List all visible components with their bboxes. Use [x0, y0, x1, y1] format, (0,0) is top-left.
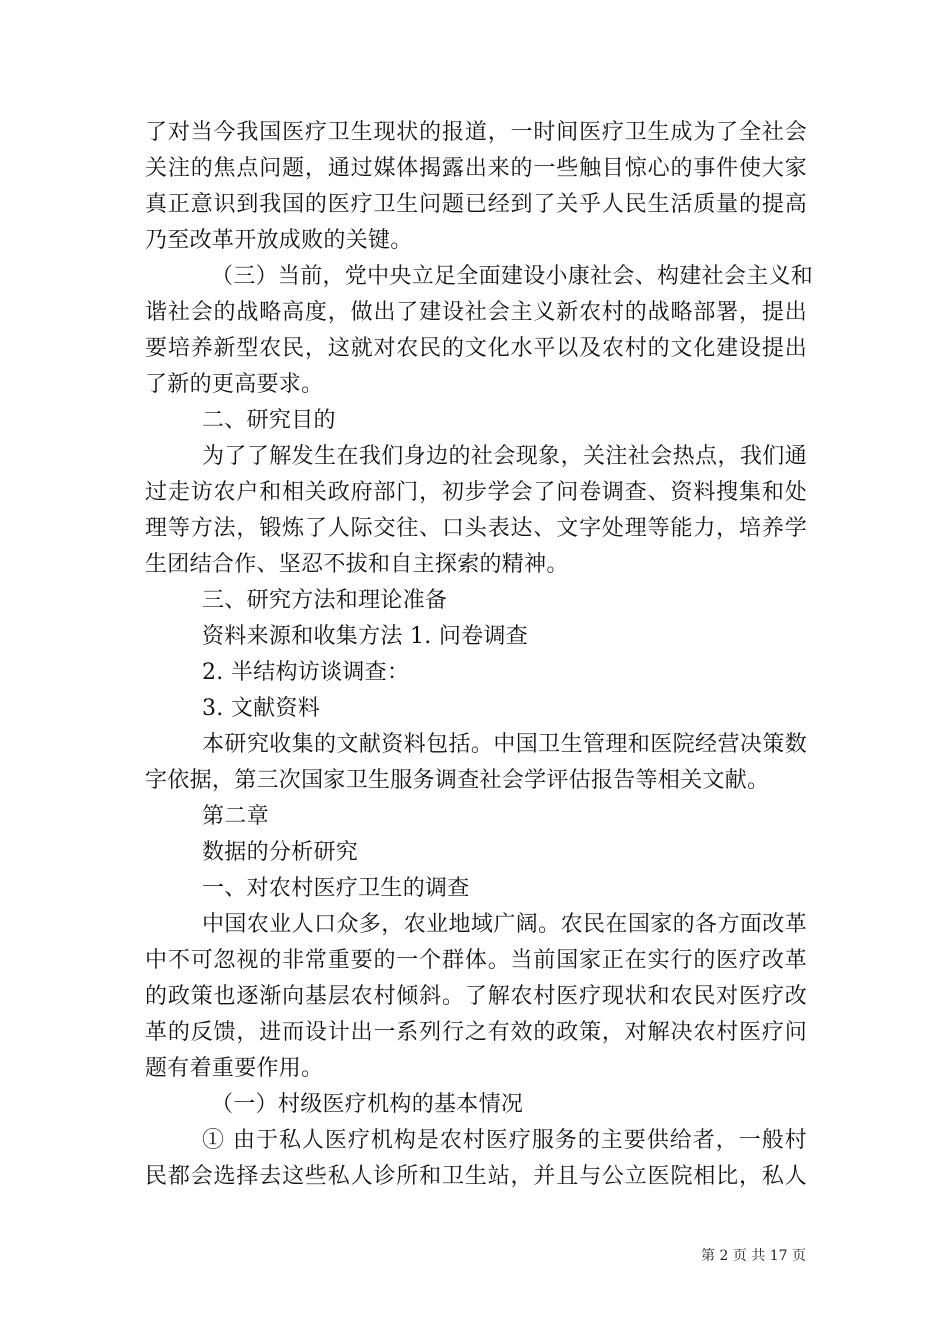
- text-line: 资料来源和收集方法 1. 问卷调查: [202, 624, 529, 649]
- text-line: 民都会选择去这些私人诊所和卫生站，并且与公立医院相比，私人: [145, 1164, 807, 1189]
- text-line: 生团结合作、坚忍不拔和自主探索的精神。: [145, 552, 569, 577]
- text-line: 乃至改革开放成败的关键。: [145, 228, 413, 253]
- section-heading: 二、研究目的: [202, 408, 336, 433]
- text-line: 中国农业人口众多，农业地域广阔。农民在国家的各方面改革: [202, 912, 807, 937]
- text-line: 革的反馈，进而设计出一系列行之有效的政策，对解决农村医疗问: [145, 1020, 807, 1045]
- text-line: 真正意识到我国的医疗卫生问题已经到了关乎人民生活质量的提高: [145, 192, 807, 217]
- text-line: ① 由于私人医疗机构是农村医疗服务的主要供给者，一般村: [202, 1128, 807, 1153]
- text-line: 理等方法，锻炼了人际交往、口头表达、文字处理等能力，培养学: [145, 516, 807, 541]
- text-line: 要培养新型农民，这就对农民的文化水平以及农村的文化建设提出: [145, 336, 807, 361]
- text-line: 本研究收集的文献资料包括。中国卫生管理和医院经营决策数: [202, 732, 807, 757]
- chapter-title: 数据的分析研究: [202, 840, 359, 865]
- text-line: 3. 文献资料: [202, 696, 321, 721]
- section-heading: 一、对农村医疗卫生的调查: [202, 876, 470, 901]
- text-line: 题有着重要作用。: [145, 1056, 324, 1081]
- text-line: 关注的焦点问题，通过媒体揭露出来的一些触目惊心的事件使大家: [145, 156, 807, 181]
- text-line: （三）当前，党中央立足全面建设小康社会、构建社会主义和: [211, 264, 814, 289]
- chapter-heading: 第二章: [202, 804, 269, 829]
- text-line: 的政策也逐渐向基层农村倾斜。了解农村医疗现状和农民对医疗改: [145, 984, 807, 1009]
- text-line: 2. 半结构访谈调查：: [202, 660, 410, 685]
- subsection-heading: （一）村级医疗机构的基本情况: [211, 1092, 524, 1117]
- section-heading: 三、研究方法和理论准备: [202, 588, 448, 613]
- text-line: 字依据，第三次国家卫生服务调查社会学评估报告等相关文献。: [145, 768, 770, 793]
- text-line: 过走访农户和相关政府部门，初步学会了问卷调查、资料搜集和处: [145, 480, 807, 505]
- text-line: 了新的更高要求。: [145, 372, 324, 397]
- page-number-footer: 第 2 页 共 17 页: [701, 1248, 806, 1264]
- text-line: 谐社会的战略高度，做出了建设社会主义新农村的战略部署，提出: [145, 300, 807, 325]
- text-line: 了对当今我国医疗卫生现状的报道，一时间医疗卫生成为了全社会: [145, 120, 807, 145]
- document-body: [145, 115, 814, 1195]
- text-line: 中不可忽视的非常重要的一个群体。当前国家正在实行的医疗改革: [145, 948, 807, 973]
- text-line: 为了了解发生在我们身边的社会现象，关注社会热点，我们通: [202, 444, 807, 469]
